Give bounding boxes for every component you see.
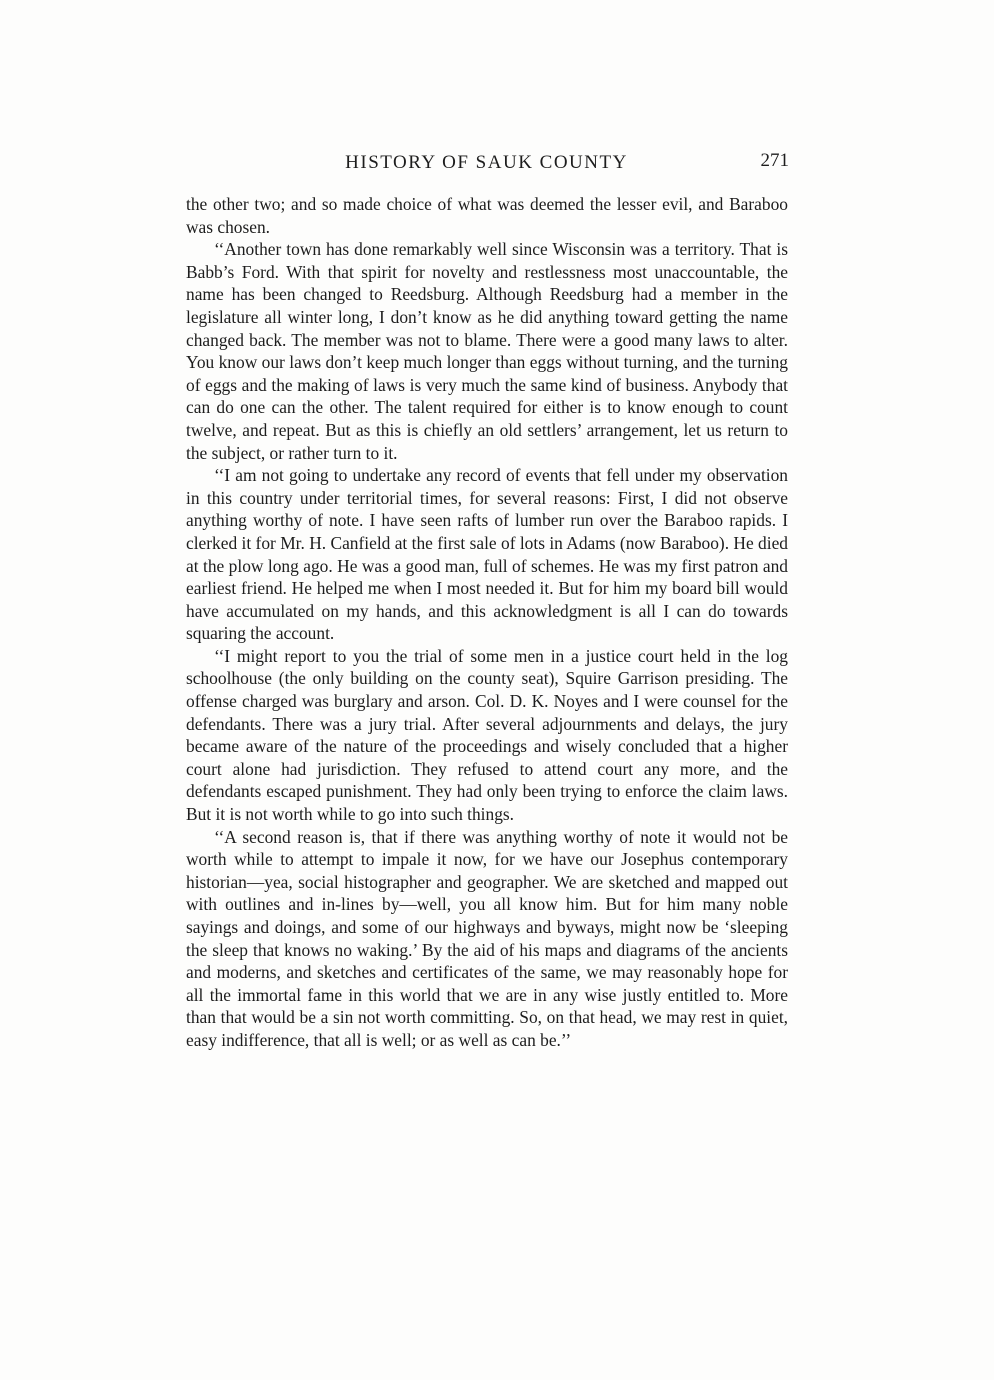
page-number: 271 bbox=[760, 150, 789, 171]
paragraph: ‘‘A second reason is, that if there was anything worthy of note it would not be worth while to attempt to impale it now, for we have our Josephus contemporary historian—yea, social histographer and geographer. We are sketched and mapped out with outlines and in-lines by—well, you all know him. But for him many noble sayings and doings, and some of our highways and byways, might now be ‘sleeping the sleep that knows no waking.’ By the aid of his maps and diagrams of the ancients and moderns, and sketches and certificates of the same, we may reasonably hope for all the immortal fame in this world that we are in any wise justly entitled to. More than that would be a sin not worth committing. So, on that head, we may rest in quiet, easy indifference, that all is well; or as well as can be.’’ bbox=[186, 826, 788, 1050]
paragraph-continuation: the other two; and so made choice of what was deemed the lesser evil, and Baraboo was chosen. bbox=[186, 194, 788, 237]
running-title: HISTORY OF SAUK COUNTY bbox=[345, 152, 628, 173]
paragraph: ‘‘I might report to you the trial of some men in a justice court held in the log schoolhouse (the only building on the county seat), Squire Garrison presiding. The offense charged was burglary and arson. Col. D. K. Noyes and I were counsel for the defendants. There was a jury trial. After several adjournments and delays, the jury became aware of the nature of the proceedings and wisely concluded that a higher court alone had jurisdiction. They refused to attend court any more, and the defendants escaped punishment. They had only been trying to enforce the claim laws. But it is not worth while to go into such things. bbox=[186, 645, 788, 825]
paragraph: ‘‘I am not going to undertake any record of events that fell under my observation in this country under territorial times, for several reasons: First, I did not observe anything worthy of note. I have seen rafts of lumber run over the Baraboo rapids. I clerked it for Mr. H. Canfield at the first sale of lots in Adams (now Baraboo). He died at the plow long ago. He was a good man, full of schemes. He was my first patron and earliest friend. He helped me when I most needed it. But for him my board bill would have accumulated on my hands, and this acknowledgment is all I can do towards squaring the account. bbox=[186, 465, 788, 644]
body-text bbox=[186, 193, 788, 1052]
running-head bbox=[184, 150, 789, 176]
paragraph: ‘‘Another town has done remarkably well since Wisconsin was a territory. That is Babb’s Ford. With that spirit for novelty and restlessness most unaccountable, the name has been changed to Reedsburg. Although Reedsburg had a member in the legislature all winter long, I don’t know as he did anything toward getting the name changed back. The member was not to blame. There were a good many laws to alter. You know our laws don’t keep much longer than eggs without turning, and the turning of eggs and the making of laws is very much the same kind of business. Anybody that can do one can the other. The talent required for either is to know enough to count twelve, and repeat. But as this is chiefly an old settlers’ arrangement, let us return to the subject, or rather turn to it. bbox=[186, 239, 788, 463]
